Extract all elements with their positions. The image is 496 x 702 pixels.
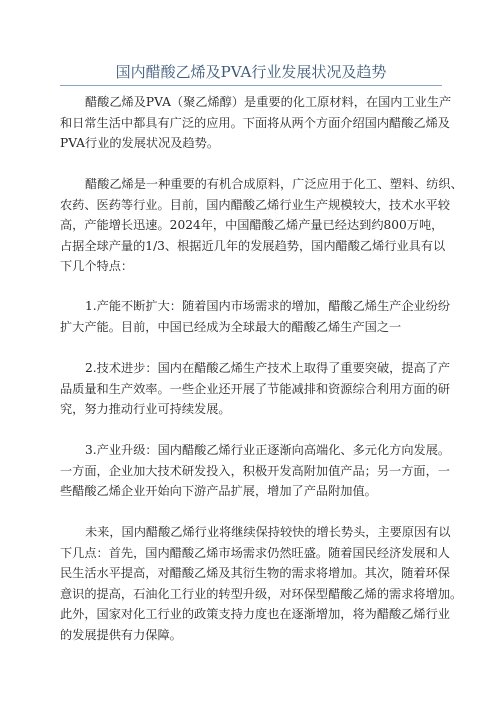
paragraph-line: 的发展提供有力保障。 [60, 627, 182, 642]
paragraph-future-outlook [60, 522, 463, 645]
paragraph-capacity-expansion [60, 296, 460, 337]
paragraph-line: 下几个特点： [60, 259, 134, 273]
paragraph-intro [60, 92, 460, 154]
paragraph-line: 和日常生活中都具有广泛的应用。下面将从两个方面介绍国内醋酸乙烯及 [60, 115, 450, 130]
paragraph-line: 意识的提高，石油化工行业的转型升级，对环保型醋酸乙烯的需求将增加。 [60, 586, 463, 601]
paragraph-line: 3.产业升级：国内醋酸乙烯行业正逐渐向高端化、多元化方向发展。 [85, 443, 451, 457]
paragraph-line: 2.技术进步：国内在醋酸乙烯生产技术上取得了重要突破，提高了产 [85, 361, 451, 375]
paragraph-vinyl-acetate-overview [60, 174, 463, 277]
paragraph-technology-progress [60, 358, 460, 420]
paragraph-line: 扩大产能。目前，中国已经成为全球最大的醋酸乙烯生产国之一 [60, 319, 402, 334]
paragraph-line: 此外，国家对化工行业的政策支持力度也在逐渐增加，将为醋酸乙烯行业 [60, 607, 450, 621]
paragraph-line: 占据全球产量的1/3、根据近几年的发展趋势，国内醋酸乙烯行业具有以 [60, 238, 446, 253]
paragraph-line: 些醋酸乙烯企业开始向下游产品扩展，增加了产品附加值。 [60, 484, 377, 498]
paragraph-line: 一方面，企业加大技术研发投入，积极开发高附加值产品；另一方面，一 [60, 463, 450, 478]
paragraph-line: 醋酸乙烯是一种重要的有机合成原料，广泛应用于化工、塑料、纺织、 [85, 177, 463, 191]
paragraph-line: 高，产能增长迅速。2024年，中国醋酸乙烯产量已经达到约800万吨， [60, 218, 444, 232]
paragraph-line: 1.产能不断扩大：随着国内市场需求的增加，醋酸乙烯生产企业纷纷 [85, 299, 451, 313]
paragraph-line: 未来，国内醋酸乙烯行业将继续保持较快的增长势头，主要原因有以 [85, 525, 451, 539]
paragraph-line: 究，努力推动行业可持续发展。 [60, 402, 231, 416]
paragraph-line: 民生活水平提高，对醋酸乙烯及其衍生物的需求将增加。其次，随着环保 [60, 566, 450, 580]
paragraph-line: 下几点：首先，国内醋酸乙烯市场需求仍然旺盛。随着国民经济发展和人 [60, 545, 450, 560]
paragraph-line: 品质量和生产效率。一些企业还开展了节能减排和资源综合利用方面的研 [60, 381, 450, 396]
title-underline [60, 85, 442, 86]
paragraph-line: PVA行业的发展状况及趋势。 [60, 136, 220, 150]
document-title: 国内醋酸乙烯及PVA行业发展状况及趋势 [115, 63, 387, 81]
paragraph-line: 醋酸乙烯及PVA（聚乙烯醇）是重要的化工原材料，在国内工业生产 [85, 95, 452, 109]
paragraph-line: 农药、医药等行业。目前，国内醋酸乙烯行业生产规模较大，技术水平较 [60, 197, 450, 212]
paragraph-industry-upgrade [60, 440, 460, 502]
